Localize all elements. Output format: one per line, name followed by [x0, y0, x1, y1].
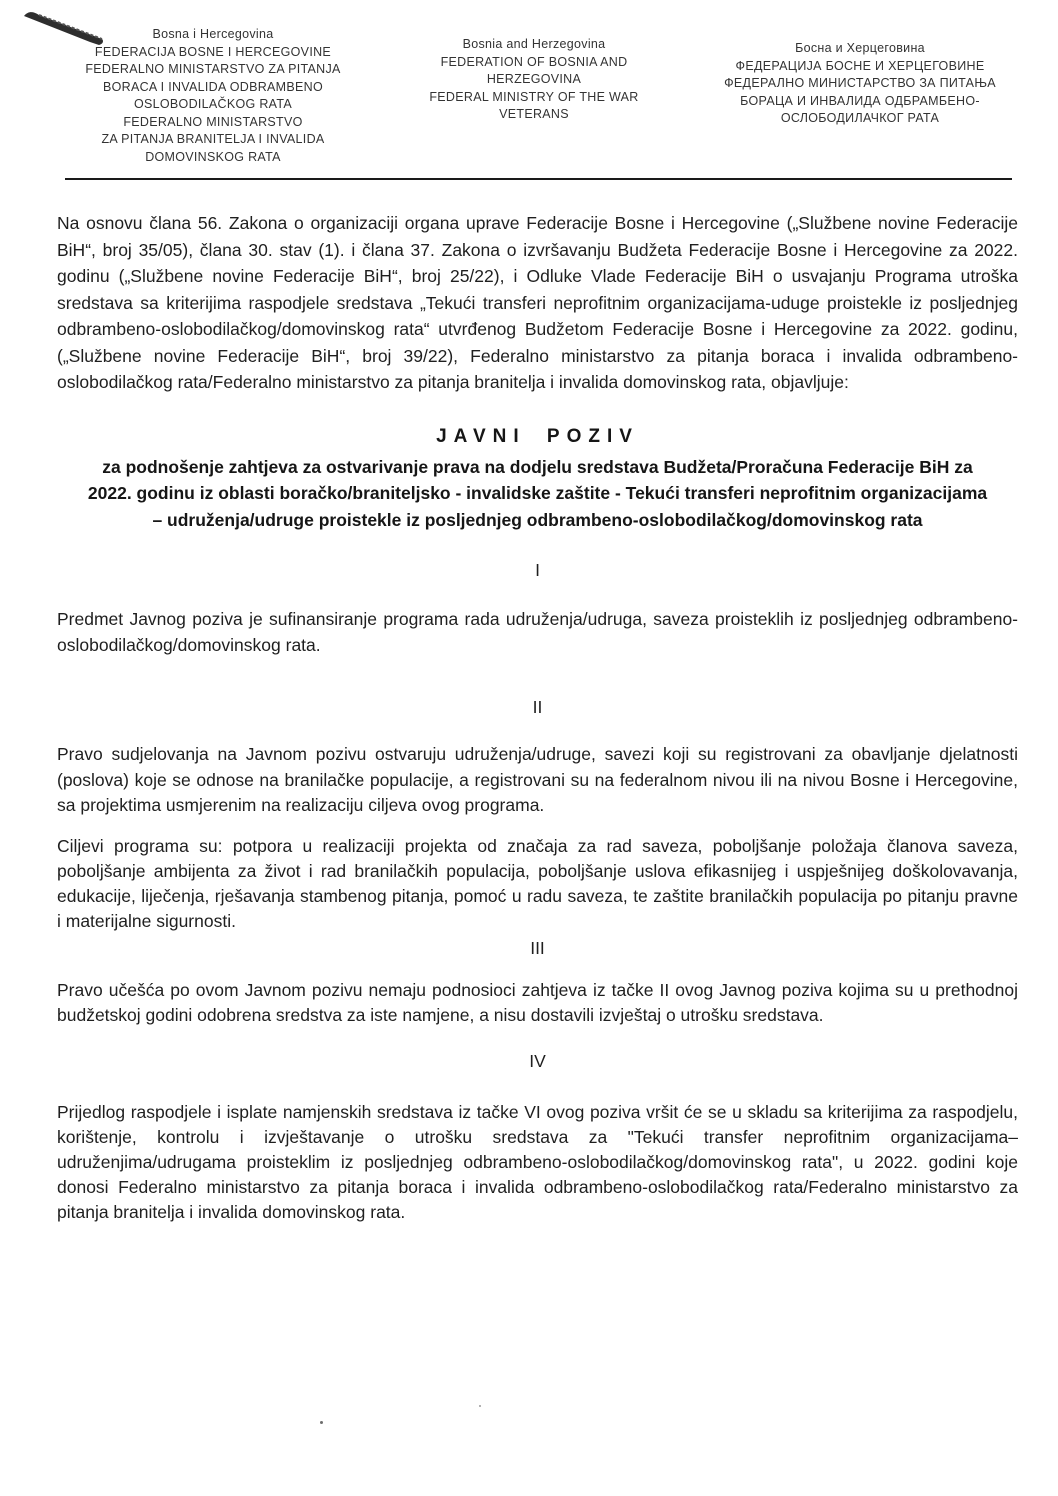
letterhead-line: ZA PITANJA BRANITELJA I INVALIDA [101, 132, 325, 146]
letterhead-line: БОРАЦА И ИНВАЛИДА ОДБРАМБЕНО- [740, 93, 980, 108]
section-i-paragraph: Predmet Javnog poziva je sufinansiranje programa rada udruženja/udruga, saveza proisteklih iz posljednjeg odbrambeno-oslobodilačkog/domovinskog rata. [57, 609, 1018, 655]
scan-speck [479, 1405, 481, 1407]
letterhead-line: FEDERALNO MINISTARSTVO [123, 114, 303, 129]
section-iii-numeral: III [530, 937, 545, 958]
document-subtitle: za podnošenje zahtjeva za ostvarivanje prava na dodjelu sredstava Budžeta/Proračuna Federacije BiH za 2022. godinu iz oblasti boračko/braniteljsko - invalidske zaštite - Tekući transferi neprofitnim organizacijama – udruženja/udruge proistekle iz posljednjeg odbrambeno-oslobodilačkog/domovinskog rata [87, 456, 988, 530]
letterhead-english [400, 36, 668, 166]
letterhead-line: FEDERATION OF BOSNIA AND [440, 54, 628, 69]
letterhead [0, 0, 1058, 166]
letterhead-line: FEDERALNO MINISTARSTVO ZA PITANJA [85, 62, 341, 76]
letterhead-line: ОСЛОБОДИЛАЧКОГ РАТА [780, 111, 940, 125]
section-ii [57, 694, 1018, 934]
letterhead-line: ФЕДЕРАЦИЈА БОСНЕ И ХЕРЦЕГОВИНЕ [735, 58, 985, 73]
section-iv-paragraph: Prijedlog raspodjele i isplate namjenskih sredstava iz tačke VI ovog poziva vršit će se u skladu sa kriterijima za raspodjelu, korištenje, kontrolu i izvještavanje o utrošku sredstava za "Tekući transfer neprofitnim organizacijama–udruženjima/udrugama proisteklim iz posljednjeg odbrambeno-oslobodilačkog/domovinskog rata", u 2022. godini koje donosi Federalno ministarstvo za pitanja boraca i invalida odbrambeno-oslobodilačkog rata/Federalno ministarstvo za pitanja branitelja i invalida domovinskog rata. [57, 1101, 1018, 1222]
letterhead-line: BORACA I INVALIDA ODBRAMBENO [102, 79, 324, 94]
letterhead-line: Bosna i Hercegovina [152, 27, 274, 41]
letterhead-cyrillic [690, 40, 1030, 166]
section-ii-paragraph-2: Ciljevi programa su: potpora u realizaciji projekta od značaja za rad saveza, poboljšanje položaja članova saveza, poboljšanje ambijenta za život i rad branilačkih populacija, poboljšanje uslova efikasnijeg i uspješnijeg doškolovavanja, edukacije, liječenja, rješavanja stambenog pitanja, pomoć u radu saveza, te zaštite branilačkih populacija po pitanju pravne i materijalne sigurnosti. [57, 835, 1018, 931]
letterhead-line: OSLOBODILAČKOG RATA [133, 97, 293, 111]
section-iv [57, 1048, 1018, 1225]
document-title: JAVNI POZIV [436, 425, 639, 447]
letterhead-line: DOMOVINSKOG RATA [145, 149, 281, 164]
section-iv-numeral: IV [529, 1050, 546, 1071]
letterhead-line: HERZEGOVINA [486, 72, 582, 86]
letterhead-line: FEDERAL MINISTRY OF THE WAR [429, 89, 639, 104]
section-i [57, 557, 1018, 658]
section-iii [57, 935, 1018, 1028]
letterhead-line: Босна и Херцеговина [795, 41, 925, 55]
section-iii-paragraph: Pravo učešća po ovom Javnom pozivu nemaju podnosioci zahtjeva iz tačke II ovog Javnog poziva kojima su u prethodnoj budžetskoj godini odobrena sredstva za iste namjene, a nisu dostavili izvještaj o utrošku sredstava. [57, 979, 1018, 1025]
intro-paragraph: Na osnovu člana 56. Zakona o organizaciji organa uprave Federacije Bosne i Hercegovine („Službene novine Federacije BiH“, broj 35/05), člana 30. stav (1). i člana 37. Zakona o izvršavanju Budžeta Federacije Bosne i Hercegovine za 2022. godinu („Službene novine Federacije BiH“, broj 25/22), i Odluke Vlade Federacije BiH o usvajanju Programa utroška sredstava sa kriterijima raspodjele sredstava „Tekući transferi neprofitnim organizacijama-uduge proistekle iz posljednjeg odbrambeno-oslobodilačkog/domovinskog rata“ utvrđenog Budžetom Federacije Bosne i Hercegovine za 2022. godinu, („Službene novine Federacije BiH“, broj 39/22), Federalno ministarstvo za pitanja boraca i invalida odbrambeno-oslobodilačkog rata/Federalno ministarstvo za pitanja branitelja i invalida domovinskog rata, objavljuje: [57, 213, 1018, 392]
letterhead-line: FEDERACIJA BOSNE I HERCEGOVINE [94, 44, 332, 59]
section-i-numeral: I [535, 560, 540, 580]
letterhead-line: ФЕДЕРАЛНО МИНИСТАРСТВО ЗА ПИТАЊА [724, 76, 996, 90]
section-ii-numeral: II [532, 697, 543, 717]
letterhead-line: Bosnia and Herzegovina [462, 37, 606, 51]
pen-scribble-mark [20, 8, 110, 50]
document-body [0, 210, 1058, 1225]
letterhead-line: VETERANS [499, 107, 569, 121]
section-ii-paragraph-1: Pravo sudjelovanja na Javnom pozivu ostvaruju udruženja/udruge, savezi koji su registrovani za obavljanje djelatnosti (poslova) koje se odnose na branilačke populacije, a registrovani su na federalnom nivou ili na nivou Bosne i Hercegovine, sa projektima usmjerenim na realizaciju ciljeva ovog programa. [57, 744, 1018, 815]
letterhead-divider [65, 178, 1012, 180]
scan-speck [320, 1421, 323, 1424]
